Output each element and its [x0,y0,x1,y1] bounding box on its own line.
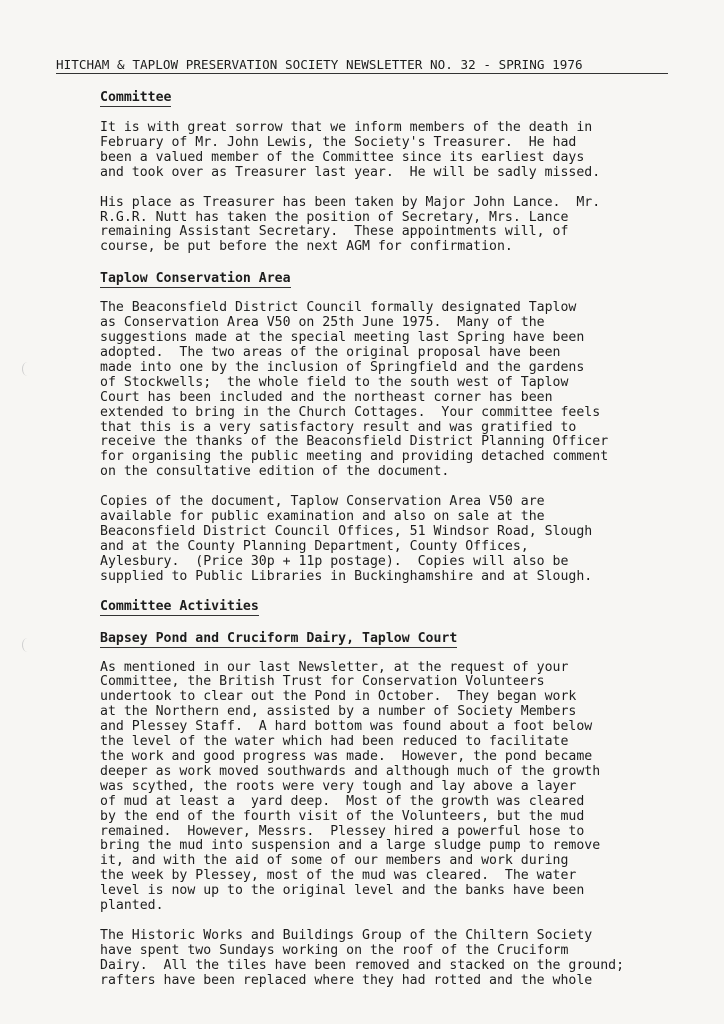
text-line: remained. However, Messrs. Plessey hired a powerful hose to [100,823,585,839]
text-line: course, be put before the next AGM for confirmation. [100,239,513,255]
text-line: As mentioned in our last Newsletter, at the request of your [100,659,569,675]
text-line: of mud at least a yard deep. Most of the growth was cleared [100,793,585,809]
text-line: supplied to Public Libraries in Buckinghamshire and at Slough. [100,568,593,584]
text-line: The Historic Works and Buildings Group of the Chiltern Society [100,927,593,943]
text-line: at the Northern end, assisted by a number of Society Members [100,704,577,720]
text-line: Copies of the document, Taplow Conservation Area V50 are [100,494,545,510]
text-line: R.G.R. Nutt has taken the position of Secretary, Mrs. Lance [100,209,569,225]
paragraph [100,929,680,989]
text-line: the level of the water which had been reduced to facilitate [100,734,569,750]
text-line: made into one by the inclusion of Springfield and the gardens [100,359,585,375]
text-line: as Conservation Area V50 on 25th June 1975. Many of the [100,315,545,331]
text-line: bring the mud into suspension and a large sludge pump to remove [100,838,601,854]
text-line: adopted. The two areas of the original proposal have been [100,344,561,360]
text-line: Dairy. All the tiles have been removed and stacked on the ground; [100,957,625,973]
text-line: extended to bring in the Church Cottages. Your committee feels [100,404,601,420]
paragraph [100,661,680,914]
text-line: Beaconsfield District Council Offices, 51 Windsor Road, Slough [100,523,593,539]
text-line: and took over as Treasurer last year. He will be sadly missed. [100,164,601,180]
text-line: His place as Treasurer has been taken by Major John Lance. Mr. [100,194,601,210]
section-conservation [100,267,680,584]
text-line: on the consultative edition of the document. [100,464,450,480]
paragraph [100,196,680,256]
text-line: remaining Assistant Secretary. These appointments will, of [100,224,569,240]
text-line: available for public examination and also on sale at the [100,509,545,525]
text-line: suggestions made at the special meeting last Spring have been [100,330,585,346]
section-heading: Taplow Conservation Area [100,271,291,287]
paragraph [100,495,680,584]
text-line: February of Mr. John Lewis, the Society's Treasurer. He had [100,134,577,150]
text-line: the week by Plessey, most of the mud was cleared. The water [100,868,577,884]
text-line: deeper as work moved southwards and although much of the growth [100,763,601,779]
paragraph [100,301,680,480]
text-line: undertook to clear out the Pond in October. They began work [100,689,577,705]
text-line: planted. [100,898,164,914]
section-committee [100,86,680,255]
text-line: Committee, the British Trust for Conservation Volunteers [100,674,545,690]
text-line: receive the thanks of the Beaconsfield District Planning Officer [100,434,609,450]
punch-hole-mark [22,362,33,376]
text-line: Court has been included and the northeast corner has been [100,389,553,405]
text-line: of Stockwells; the whole field to the south west of Taplow [100,374,569,390]
section-bapsey-pond [100,627,680,989]
text-line: was scythed, the roots were very tough and lay above a layer [100,778,577,794]
text-line: It is with great sorrow that we inform members of the death in [100,120,593,135]
text-line: by the end of the fourth visit of the Volunteers, but the mud [100,808,585,824]
newsletter-header: HITCHAM & TAPLOW PRESERVATION SOCIETY NEWSLETTER NO. 32 - SPRING 1976 [56,57,668,74]
text-line: been a valued member of the Committee since its earliest days [100,149,585,165]
text-line: that this is a very satisfactory result and was gratified to [100,419,577,435]
text-line: have spent two Sundays working on the roof of the Cruciform [100,942,569,958]
punch-hole-mark [22,638,33,652]
section-heading: Committee [100,90,172,105]
subsection-heading: Bapsey Pond and Cruciform Dairy, Taplow Court [100,630,458,646]
section-activities [100,595,680,616]
text-line: it, and with the aid of some of our members and work during [100,853,569,869]
text-line: and at the County Planning Department, County Offices, [100,538,529,554]
text-line: the work and good progress was made. However, the pond became [100,749,593,764]
section-heading: Committee Activities [100,598,259,614]
paragraph [100,121,680,181]
text-line: and Plessey Staff. A hard bottom was found about a foot below [100,719,593,735]
text-line: level is now up to the original level and the banks have been [100,883,585,899]
text-line: for organising the public meeting and providing detached comment [100,449,609,465]
text-line: rafters have been replaced where they had rotted and the whole [100,972,593,988]
newsletter-body [100,86,680,989]
text-line: Aylesbury. (Price 30p + 11p postage). Copies will also be [100,553,569,569]
text-line: The Beaconsfield District Council formally designated Taplow [100,300,577,316]
